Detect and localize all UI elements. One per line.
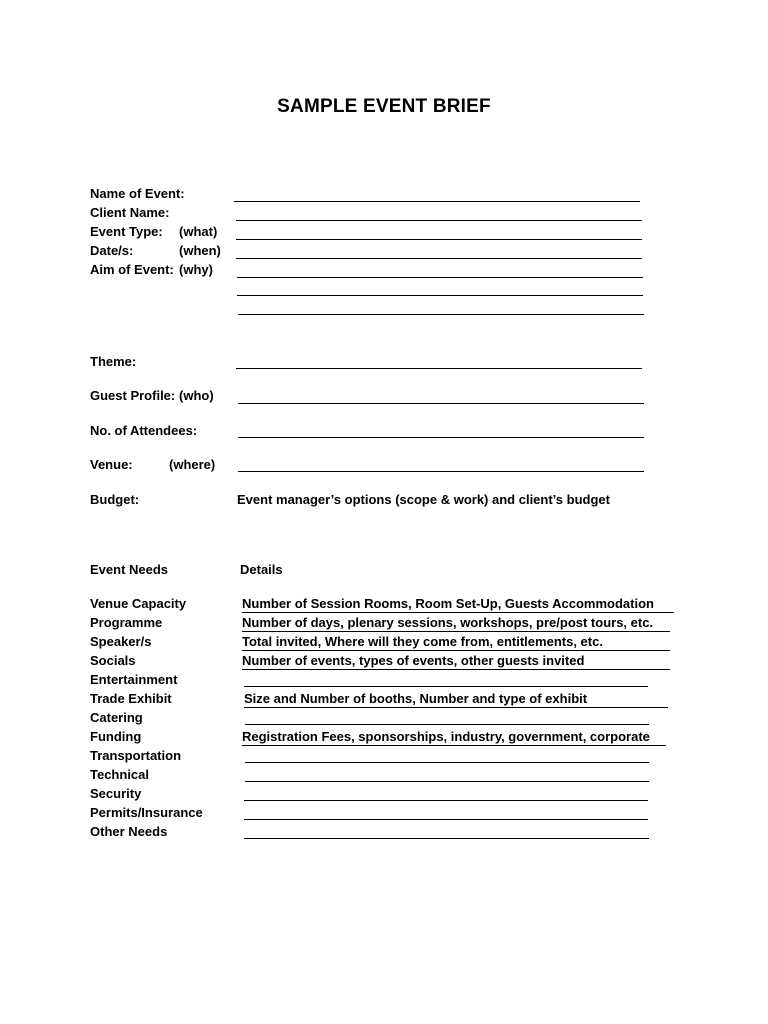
budget-label: Budget: [90,492,140,507]
need-speakers-label: Speaker/s [90,634,152,649]
attendees-label: No. of Attendees: [90,423,198,438]
name-of-event-field[interactable] [234,201,640,202]
aim-of-event-field-1[interactable] [237,277,643,278]
need-entertainment-label: Entertainment [90,672,178,687]
need-technical-label: Technical [90,767,150,782]
need-speakers-detail[interactable]: Total invited, Where will they come from, entitlements, etc. [242,634,670,651]
need-programme-detail[interactable]: Number of days, plenary sessions, workshops, pre/post tours, etc. [242,615,670,632]
name-of-event-label: Name of Event: [90,186,185,201]
guest-profile-label: Guest Profile: [90,388,176,403]
theme-label: Theme: [90,354,137,369]
aim-of-event-hint: (why) [179,262,213,277]
event-type-label: Event Type: [90,224,163,239]
need-socials-detail[interactable]: Number of events, types of events, other guests invited [242,653,670,670]
aim-of-event-field-2[interactable] [237,295,643,296]
aim-of-event-field-3[interactable] [238,314,644,315]
need-funding-detail[interactable]: Registration Fees, sponsorships, industry, government, corporate [242,729,666,746]
need-trade-exhibit-label: Trade Exhibit [90,691,172,706]
need-catering-field[interactable] [245,724,649,725]
need-socials-label: Socials [90,653,136,668]
need-security-field[interactable] [244,800,648,801]
need-transportation-label: Transportation [90,748,182,763]
details-header: Details [240,562,283,577]
venue-field[interactable] [238,471,644,472]
need-technical-field[interactable] [245,781,649,782]
venue-hint: (where) [169,457,216,472]
dates-hint: (when) [179,243,221,258]
need-permits-field[interactable] [244,819,648,820]
need-entertainment-field[interactable] [244,686,648,687]
attendees-field[interactable] [238,437,644,438]
event-needs-header: Event Needs [90,562,169,577]
need-programme-label: Programme [90,615,163,630]
need-permits-label: Permits/Insurance [90,805,203,820]
guest-profile-field[interactable] [238,403,644,404]
event-type-hint: (what) [179,224,218,239]
theme-field[interactable] [236,368,642,369]
need-catering-label: Catering [90,710,143,725]
need-venue-capacity-detail[interactable]: Number of Session Rooms, Room Set-Up, Guests Accommodation [242,596,674,613]
need-other-field[interactable] [244,838,649,839]
page-title: SAMPLE EVENT BRIEF [277,96,491,117]
client-name-label: Client Name: [90,205,170,220]
dates-label: Date/s: [90,243,134,258]
need-venue-capacity-label: Venue Capacity [90,596,187,611]
client-name-field[interactable] [236,220,642,221]
venue-label: Venue: [90,457,133,472]
need-funding-label: Funding [90,729,142,744]
dates-field[interactable] [236,258,642,259]
event-type-field[interactable] [236,239,642,240]
need-trade-exhibit-detail[interactable]: Size and Number of booths, Number and type of exhibit [244,691,668,708]
guest-profile-hint: (who) [179,388,214,403]
need-transportation-field[interactable] [245,762,649,763]
aim-of-event-label: Aim of Event: [90,262,174,277]
budget-text: Event manager’s options (scope & work) and client’s budget [237,492,610,507]
need-other-label: Other Needs [90,824,168,839]
need-security-label: Security [90,786,142,801]
